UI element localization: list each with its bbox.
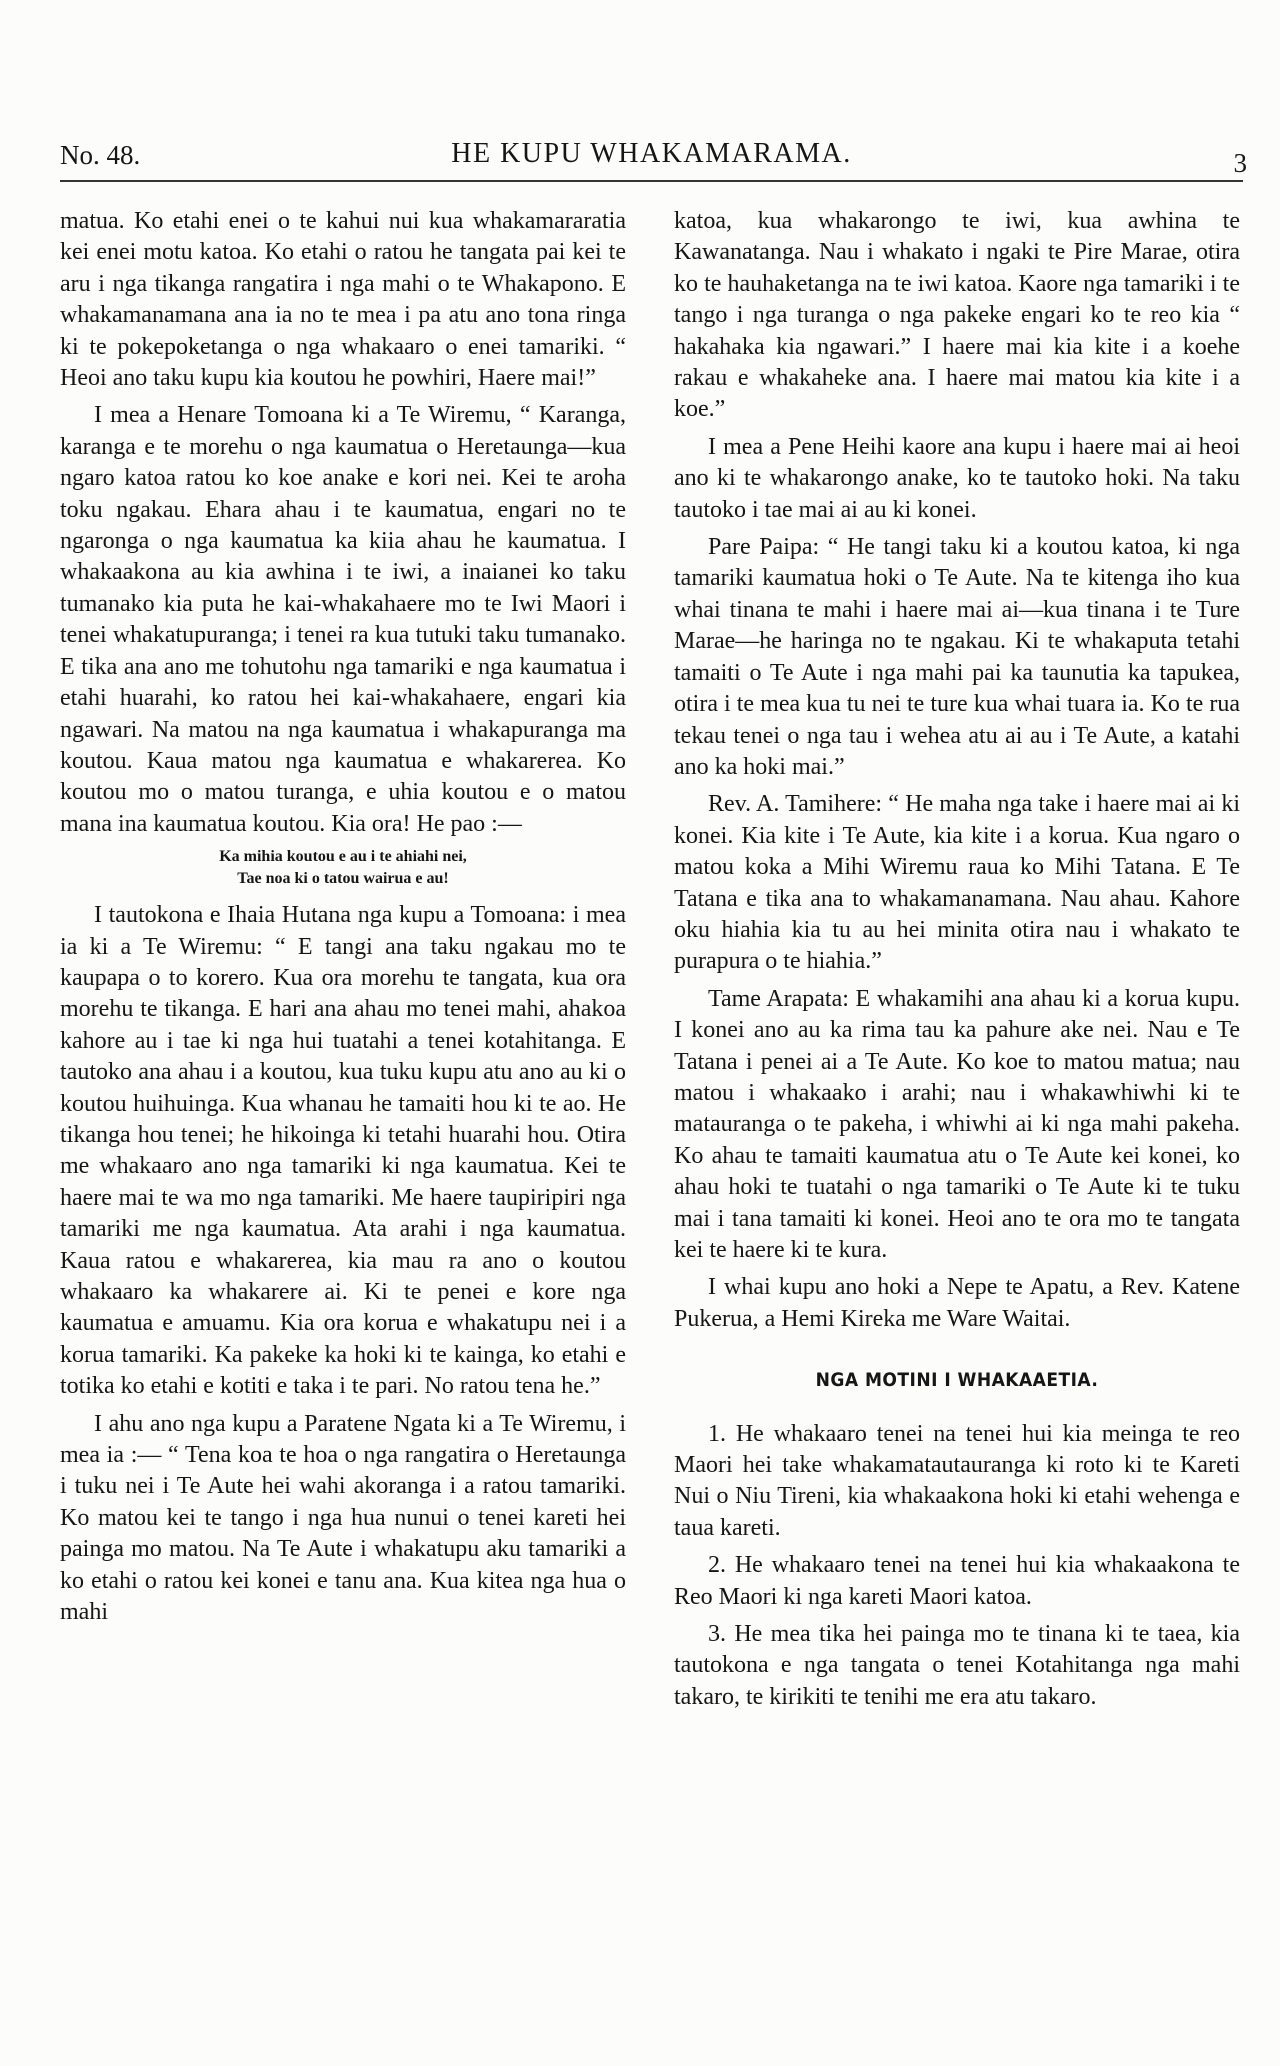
paragraph: I mea a Henare Tomoana ki a Te Wiremu, “ Karanga, karanga e te morehu o nga kaumatua o Heretaunga—kua ngaro katoa ratou ko koe anake e kori nei. Kei te aroha toku ngakau. Ehara ahau i te kaumatua, engari no te ngaronga o nga kaumatua ka kiia ahau he kaumatua. I whakaakona au kia awhina i te iwi, a inaianei ko taku tumanako kia puta he kai-whakahaere mo te Iwi Maori i tenei whakatupuranga; i tenei ra kua tutuki taku tumanako. E tika ana ano me tohutohu nga tamariki e nga kaumatua i etahi huarahi, ko ratou hei kai-whakahaere, engari kia ngawari. Na matou na nga kaumatua i whakapuranga ma koutou. Kaua matou nga kaumatua e whakarerea. Ko koutou mo o matou turanga, e uhia koutou e o matou mana ina kaumatua koutou. Kia ora! He pao :— [60,402,626,837]
motion-item: 1. He whakaaro tenei na tenei hui kia meinga te reo Maori hei take whakamatautauranga ki roto ki te Kareti Nui o Niu Tireni, kia whakaakona hoki ki etahi wehenga e taua kareti. [674,1420,1240,1541]
motion-item: 2. He whakaaro tenei na tenei hui kia whakaakona te Reo Maori ki nga kareti Maori katoa. [674,1552,1240,1610]
paragraph: Tame Arapata: E whakamihi ana ahau ki a korua kupu. I konei ano au ka rima tau ka pahure ake nei. Nau e Te Tatana i penei ai a Te Aute. Ko koe to matou matua; nau matou i whakaako i arahi; nau i whakawhiwhi ki te matauranga o te pakeha, i whiwhi ai ki nga mahi pakeha. Ko ahau te tamaiti kaumatua atu o Te Aute kei konei, ko ahau hoki te tuatahi o nga tamariki o Te Aute ki te tuku mai i tana tamaiti ki konei. Heoi ano te ora mo te tangata kei te haere ki te kura. [674,985,1240,1263]
paragraph: I mea a Pene Heihi kaore ana kupu i haere mai ai heoi ano ki te whakarongo anake, ko te tautoko hoki. Na taku tautoko i tae mai ai au ki konei. [674,433,1240,523]
paragraph: I tautokona e Ihaia Hutana nga kupu a Tomoana: i mea ia ki a Te Wiremu: “ E tangi ana taku ngakau mo te kaupapa o to korero. Kua ora morehu te tangata, kua ora morehu te tikanga. E hari ana ahau mo tenei mahi, ahakoa kahore au i tae ki nga hui tuatahi a tenei kotahitanga. E tautoko ana ahau i a koutou, kua tuku kupu atu ano au ki o koutou huihuinga. Kua whanau he tamaiti hou ki te ao. He tikanga hou tenei; he hikoinga ki tetahi huarahi hou. Otira me whakaaro ano nga tamariki ki nga kaumatua. Kei te haere mai te wa mo nga tamariki. Me haere taupiripiri nga tamariki me nga kaumatua. Ata arahi i nga kaumatua. Kaua ratou e whakarerea, kia mau ra ano o koutou whakaaro ka whakarere ai. Ki te penei e kore nga kaumatua e amuamu. Kia ora korua e whakatupu nei i a korua tamariki. Ka pakeke ka hoki ki te kainga, ko etahi e totika ko etahi e kotiti e taka i te pari. No ratou tena he.” [60,902,626,1400]
paragraph: Rev. A. Tamihere: “ He maha nga take i haere mai ai ki konei. Kia kite i Te Aute, kia kite i a korua. Kua ngaro o matou koka a Mihi Wiremu raua ko Mihi Tatana. E Te Tatana e tika ana to whakamanamana. Nau ahau. Kahore oku hiahia kia tu au hei minita otira nau i whakato te purapura o te hiahia.” [674,791,1240,975]
paragraph: Pare Paipa: “ He tangi taku ki a koutou katoa, ki nga tamariki kaumatua hoki o Te Aute. Na te kitenga iho kua whai tinana te mahi i haere mai ai—kua tinana i te Ture Marae—he haringa no te ngakau. Ki te whakaputa tetahi tamaiti o Te Aute i nga mahi pai ka taunutia ka tapukea, otira i te mea kua tu nei te ture kua whai tuara ia. Ko te rua tekau tenei o nga tau i wehea atu ai au i Te Aute, a katahi ano ka hoki mai.” [674,534,1240,780]
paragraph: katoa, kua whakarongo te iwi, kua awhina te Kawanatanga. Nau i whakato i ngaki te Pire Marae, otira ko te hauhaketanga na te iwi katoa. Kaore nga tamariki i te tango i nga turanga o nga pakeke engari ko te reo kia “ hakahaka kia ngawari.” I haere mai kia kite i a koehe rakau e whakaheke ana. I haere mai matou kia kite i a koe.” [674,208,1240,423]
section-heading: NGA MOTINI I WHAKAAETIA. [815,1369,1099,1392]
paragraph: I whai kupu ano hoki a Nepe te Apatu, a Rev. Katene Pukerua, a Hemi Kireka me Ware Waitai. [674,1274,1240,1332]
page-number: 3 [1233,148,1247,178]
paragraph: matua. Ko etahi enei o te kahui nui kua whakamararatia kei enei motu katoa. Ko etahi o ratou he tangata pai kei te aru i nga tikanga rangatira i nga mahi o te Whakapono. E whakamanamana ana ia no te mea i pa atu ano tona ringa ki te pokepoketanga o nga whakaaro o enei tamariki. “ Heoi ano taku kupu kia koutou he powhiri, Haere mai!” [60,208,626,392]
running-header [60,136,1247,182]
paragraph: I ahu ano nga kupu a Paratene Ngata ki a Te Wiremu, i mea ia :— “ Tena koa te hoa o nga rangatira o Heretaunga i tuku nei i Te Aute hei wahi akoranga i a ratou tamariki. Ko matou kei te tango i nga hua nunui o tenei kareti hei painga mo matou. Na Te Aute i whakatupu aku tamariki a ko etahi o ratou kei konei e tanu ana. Kua kitea nga hua o mahi [60,1410,626,1626]
verse-quote [60,846,626,890]
left-column [60,206,626,1634]
verse-line: Ka mihia koutou e au i te ahiahi nei, [219,848,467,866]
issue-number: No. 48. [60,140,141,170]
motion-item: 3. He mea tika hei painga mo te tinana ki te taea, kia tautokona e nga tangata o tenei Kotahitanga nga mahi takaro, te kirikiti te tenihi me era atu takaro. [674,1621,1240,1710]
right-column [674,206,1240,1719]
verse-line: Tae noa ki o tatou wairua e au! [237,870,449,888]
page-title: HE KUPU WHAKAMARAMA. [451,138,852,169]
